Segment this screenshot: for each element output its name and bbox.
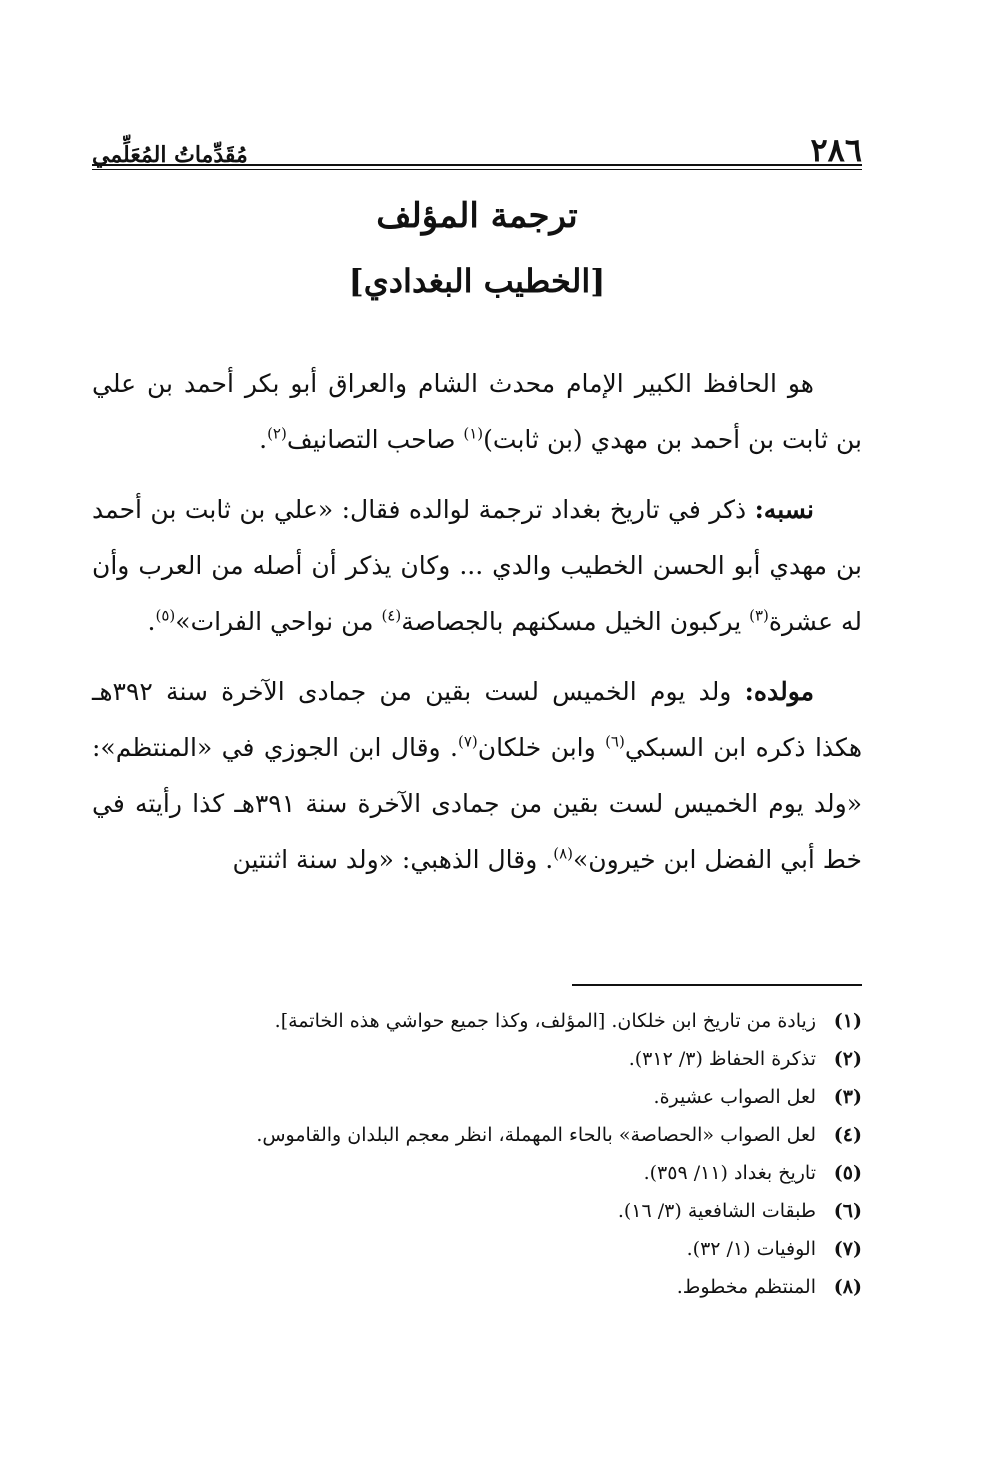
paragraph (92, 356, 862, 468)
footnote (92, 1078, 862, 1116)
footnote (92, 1002, 862, 1040)
paragraph-text: . وقال الذهبي: «ولد سنة اثنتين (232, 845, 554, 874)
chapter-title: ترجمة المؤلف (376, 196, 578, 236)
footnote-text: تذكرة الحفاظ (٣/ ٣١٢). (628, 1048, 816, 1070)
paragraph-text: . وقال ابن الجوزي في «المنتظم»: «ولد يوم الخميس لست بقين من جمادى الآخرة سنة ٣٩١هـ كذا رأيته في خط أبي الفضل ابن خيرون» (92, 733, 862, 874)
paragraph (92, 482, 862, 650)
paragraph-lead: مولده: (744, 677, 814, 706)
page-header (92, 110, 862, 169)
paragraph (92, 664, 862, 888)
paragraph-text: يركبون الخيل مسكنهم بالجصاصة (401, 607, 750, 636)
footnote-text: لعل الصواب عشيرة. (653, 1086, 816, 1108)
footnote-text: زيادة من تاريخ ابن خلكان. [المؤلف، وكذا جميع حواشي هذه الخاتمة]. (274, 1010, 816, 1032)
paragraph-text: ذكر في تاريخ بغداد ترجمة لوالده فقال: «علي بن ثابت بن أحمد بن مهدي أبو الحسن الخطيب والدي ... وكان يذكر أن أصله من العرب وأن له عشرة (92, 495, 862, 636)
paragraph-text: صاحب التصانيف (286, 425, 464, 454)
footnote (92, 1116, 862, 1154)
footnote-number: (٧) (833, 1238, 862, 1260)
footnote-separator (572, 984, 862, 986)
footnote-marker[interactable]: (٦) (605, 732, 625, 751)
footnote (92, 1268, 862, 1306)
book-page (92, 0, 862, 1457)
paragraph-lead: نسبه: (754, 495, 814, 524)
footnote-marker[interactable]: (٣) (749, 606, 769, 625)
footnote-number: (٦) (833, 1200, 862, 1222)
header-rule (92, 164, 862, 166)
body-text (92, 356, 862, 902)
page-number: ٢٨٦ (810, 131, 862, 169)
paragraph-text: هو الحافظ الكبير الإمام محدث الشام والعراق أبو بكر أحمد بن علي بن ثابت بن أحمد بن مهدي (بن ثابت) (92, 369, 862, 454)
footnote-text: تاريخ بغداد (١١/ ٣٥٩). (643, 1162, 816, 1184)
footnote-number: (٤) (833, 1124, 862, 1146)
footnote (92, 1040, 862, 1078)
footnote-number: (١) (833, 1010, 862, 1032)
footnote (92, 1154, 862, 1192)
paragraph-text: ولد يوم الخميس لست بقين من جمادى الآخرة سنة ٣٩٢هـ هكذا ذكره ابن السبكي (92, 677, 862, 762)
footnote-number: (٢) (833, 1048, 862, 1070)
footnote (92, 1230, 862, 1268)
paragraph-text: من نواحي الفرات» (175, 607, 382, 636)
footnote-marker[interactable]: (٢) (267, 424, 287, 443)
footnote-marker[interactable]: (٥) (155, 606, 176, 625)
footnote-text: لعل الصواب «الحصاصة» بالحاء المهملة، انظر معجم البلدان والقاموس. (256, 1124, 816, 1146)
footnote-text: المنتظم مخطوط. (676, 1276, 816, 1298)
footnote-text: الوفيات (١/ ٣٢). (686, 1238, 816, 1260)
footnote-number: (٥) (833, 1162, 862, 1184)
footnote-marker[interactable]: (٨) (553, 844, 573, 863)
paragraph-text: . (259, 425, 268, 454)
paragraph-text: . (147, 607, 156, 636)
footnote-text: طبقات الشافعية (٣/ ١٦). (617, 1200, 816, 1222)
footnote-marker[interactable]: (٧) (457, 732, 478, 751)
header-rule-thin (92, 169, 862, 170)
paragraph-text: وابن خلكان (477, 733, 606, 762)
footnote (92, 1192, 862, 1230)
footnote-marker[interactable]: (١) (463, 424, 484, 443)
running-title: مُقَدِّماتُ المُعَلِّمي (92, 142, 248, 168)
footnote-number: (٣) (833, 1086, 862, 1108)
chapter-subtitle: [الخطيب البغدادي] (348, 262, 606, 300)
footnote-marker[interactable]: (٤) (381, 606, 402, 625)
footnotes (92, 1002, 862, 1306)
footnote-number: (٨) (833, 1276, 862, 1298)
